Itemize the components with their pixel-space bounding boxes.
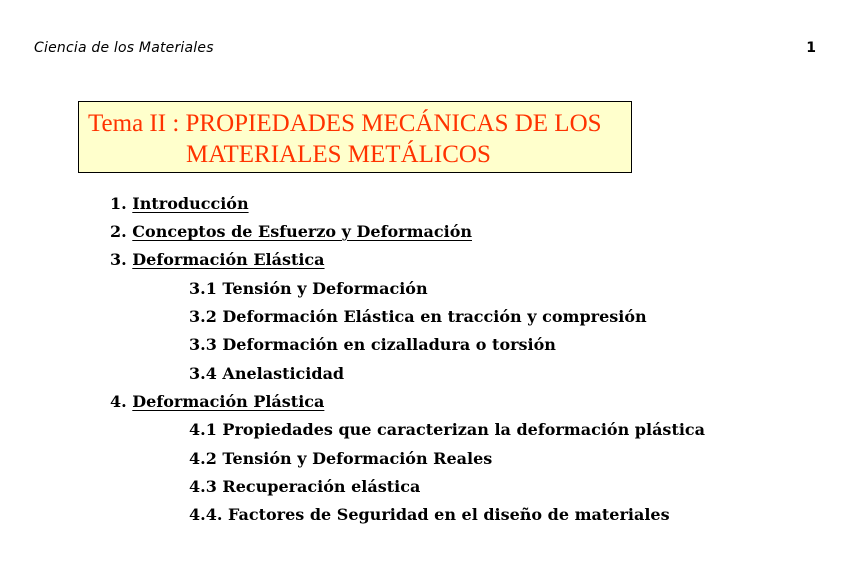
toc-item-label: Introducción (132, 194, 249, 213)
toc-subitem-3-1: 3.1 Tensión y Deformación (189, 279, 428, 298)
toc-subitem-3-3: 3.3 Deformación en cizalladura o torsión (189, 335, 556, 354)
toc-item-1[interactable] (110, 192, 249, 216)
toc-subitem-4-3: 4.3 Recuperación elástica (189, 477, 421, 496)
page-number: 1 (806, 40, 816, 56)
toc-item-2[interactable] (110, 220, 472, 244)
course-title: Ciencia de los Materiales (34, 40, 214, 56)
toc-item-number: 4. (110, 392, 127, 411)
toc-subitem-4-4: 4.4. Factores de Seguridad en el diseño de materiales (189, 505, 670, 524)
toc-item-label: Conceptos de Esfuerzo y Deformación (132, 222, 472, 241)
toc-subitem-4-2: 4.2 Tensión y Deformación Reales (189, 449, 493, 468)
toc-item-4[interactable] (110, 390, 324, 414)
toc-subitem-3-2: 3.2 Deformación Elástica en tracción y compresión (189, 307, 647, 326)
slide-title-box (78, 101, 632, 173)
slide-title-line-2: MATERIALES METÁLICOS (186, 141, 491, 168)
toc-item-3[interactable] (110, 248, 325, 272)
toc-item-label: Deformación Elástica (132, 250, 325, 269)
toc-subitem-4-1: 4.1 Propiedades que caracterizan la deformación plástica (189, 420, 706, 439)
toc-item-number: 3. (110, 250, 127, 269)
toc-item-number: 2. (110, 222, 127, 241)
toc-item-label: Deformación Plástica (132, 392, 325, 411)
toc-item-number: 1. (110, 194, 127, 213)
slide-title-line-1: Tema II : PROPIEDADES MECÁNICAS DE LOS (88, 110, 602, 137)
toc-subitem-3-4: 3.4 Anelasticidad (189, 364, 345, 383)
